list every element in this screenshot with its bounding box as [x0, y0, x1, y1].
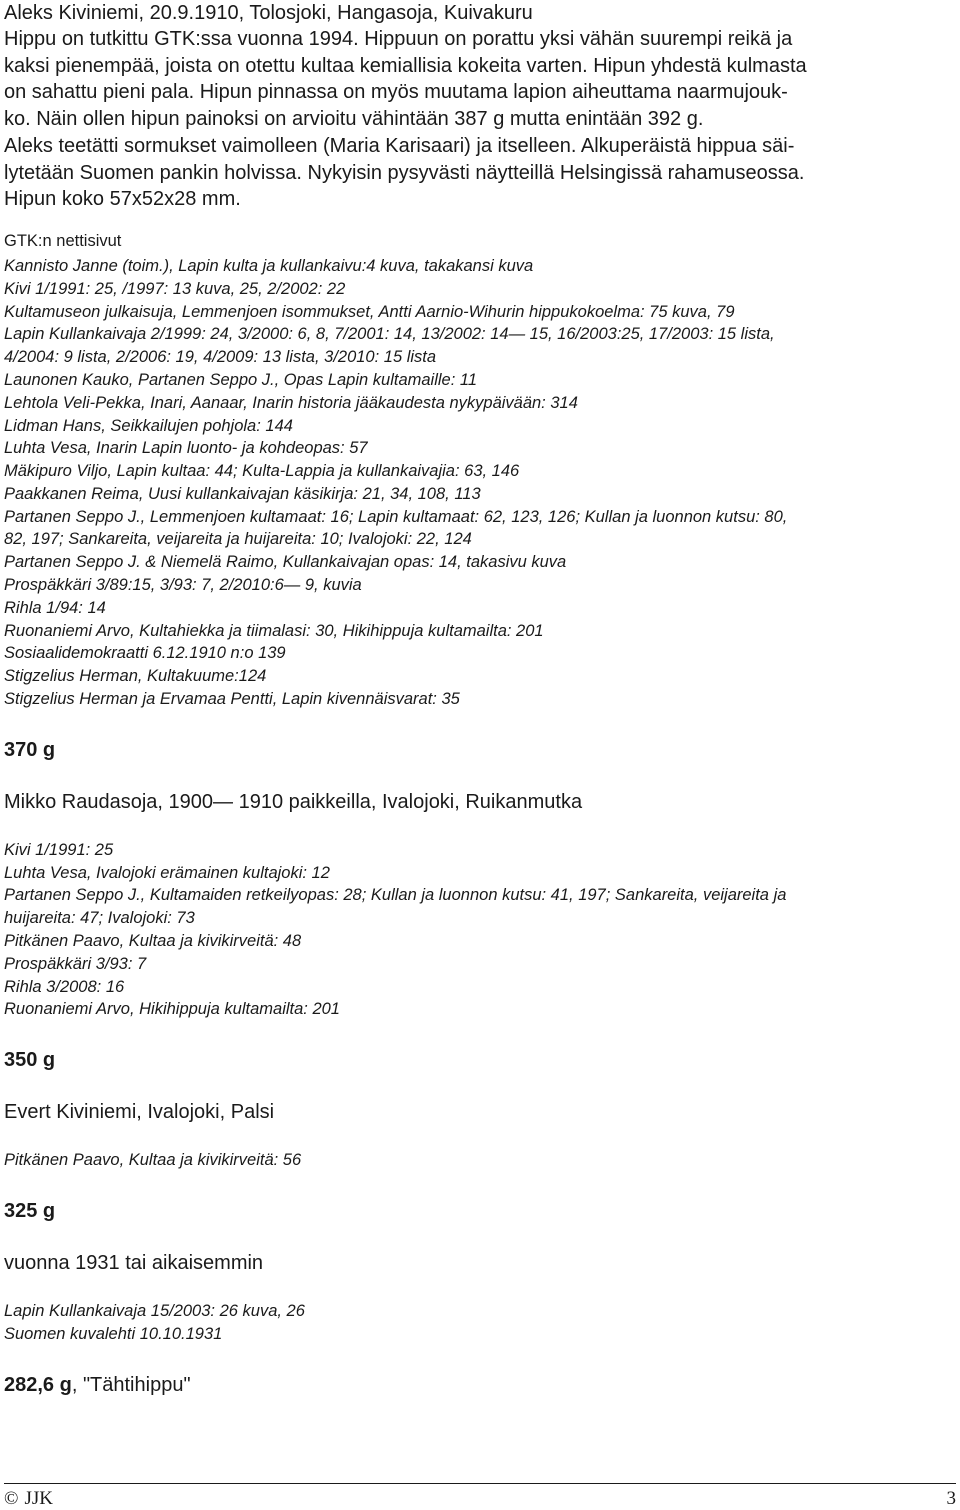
nugget-nickname: , "Tähtihippu" [71, 1373, 191, 1396]
reference-line: huijareita: 47; Ivalojoki: 73 [4, 909, 195, 928]
nugget-entry [4, 1372, 956, 1398]
reference-line: Lapin Kullankaivaja 2/1999: 24, 3/2000: 6, 8, 7/2001: 14, 13/2002: 14— 15, 16/2003:25, 17/2003: 15 lista, [4, 325, 775, 344]
reference-line: Prospäkkäri 3/93: 7 [4, 954, 147, 973]
nugget-finder: Evert Kiviniemi, Ivalojoki, Palsi [4, 1101, 275, 1124]
nugget-finder: vuonna 1931 tai aikaisemmin [4, 1252, 264, 1275]
nugget-entry [4, 737, 956, 1021]
weight-value: 282,6 g [4, 1373, 72, 1396]
nugget-finder: Mikko Raudasoja, 1900— 1910 paikkeilla, Ivalojoki, Ruikanmutka [4, 790, 583, 813]
reference-list [4, 839, 956, 1021]
reference-line: Paakkanen Reima, Uusi kullankaivajan käsikirja: 21, 34, 108, 113 [4, 484, 481, 503]
reference-line: 4/2004: 9 lista, 2/2006: 19, 4/2009: 13 lista, 3/2010: 15 lista [4, 348, 437, 367]
intro-line: on sahattu pieni pala. Hipun pinnassa on myös muutama lapion aiheuttama naarmujouk- [4, 81, 788, 104]
author-initials: JJK [24, 1488, 53, 1509]
intro-line: kaksi pienempää, joista on otettu kultaa kemiallisia kokeita varten. Hipun yhdestä kulmasta [4, 54, 807, 77]
reference-line: Kivi 1/1991: 25, /1997: 13 kuva, 25, 2/2002: 22 [4, 279, 346, 298]
intro-line: Hipun koko 57x52x28 mm. [4, 188, 241, 211]
reference-line: Ruonaniemi Arvo, Hikihippuja kultamailta: 201 [4, 1000, 340, 1019]
reference-line: Partanen Seppo J., Lemmenjoen kultamaat: 16; Lapin kultamaat: 62, 123, 126; Kullan ja luonnon kutsu: 80, [4, 507, 788, 526]
reference-line: Mäkipuro Viljo, Lapin kultaa: 44; Kulta-Lappia ja kullankaivajia: 63, 146 [4, 462, 520, 481]
intro-paragraph [4, 26, 956, 213]
reference-list [4, 1149, 956, 1172]
intro-line: lytetään Suomen pankin holvissa. Nykyisin pysyvästi näytteillä Helsingissä rahamuseossa. [4, 161, 805, 184]
reference-line: Suomen kuvalehti 10.10.1931 [4, 1324, 223, 1343]
weight-value: 325 g [4, 1200, 56, 1223]
reference-line: Kivi 1/1991: 25 [4, 840, 114, 859]
intro-line: ko. Näin ollen hipun painoksi on arvioitu vähintään 387 g mutta enintään 392 g. [4, 108, 704, 131]
reference-line: Ruonaniemi Arvo, Kultahiekka ja tiimalasi: 30, Hikihippuja kultamailta: 201 [4, 621, 544, 640]
reference-line: 82, 197; Sankareita, veijareita ja huijareita: 10; Ivalojoki: 22, 124 [4, 530, 472, 549]
page-number: 3 [946, 1488, 956, 1509]
reference-line: Lehtola Veli-Pekka, Inari, Aanaar, Inarin historia jääkaudesta nykypäivään: 314 [4, 393, 578, 412]
weight-value: 370 g [4, 738, 56, 761]
entry-heading-aleks: Aleks Kiviniemi, 20.9.1910, Tolosjoki, Hangasoja, Kuivakuru [4, 2, 533, 24]
reference-line: Rihla 1/94: 14 [4, 598, 106, 617]
reference-line: Luhta Vesa, Inarin Lapin luonto- ja kohdeopas: 57 [4, 439, 368, 458]
reference-list [4, 255, 956, 711]
nugget-entry [4, 1198, 956, 1346]
reference-list [4, 1300, 956, 1346]
reference-line: Prospäkkäri 3/89:15, 3/93: 7, 2/2010:6— 9, kuvia [4, 576, 362, 595]
reference-line: Stigzelius Herman, Kultakuume:124 [4, 667, 267, 686]
reference-line: Rihla 3/2008: 16 [4, 977, 125, 996]
reference-line: Pitkänen Paavo, Kultaa ja kivikirveitä: 56 [4, 1151, 302, 1170]
nugget-weight [4, 1198, 956, 1224]
nugget-weight [4, 737, 956, 763]
nugget-weight [4, 1372, 956, 1398]
reference-line: Luhta Vesa, Ivalojoki erämainen kultajoki: 12 [4, 863, 330, 882]
reference-line: Pitkänen Paavo, Kultaa ja kivikirveitä: 48 [4, 932, 302, 951]
reference-line: Kannisto Janne (toim.), Lapin kulta ja kullankaivu:4 kuva, takakansi kuva [4, 256, 534, 275]
reference-line: Lapin Kullankaivaja 15/2003: 26 kuva, 26 [4, 1302, 305, 1321]
nugget-weight [4, 1047, 956, 1073]
footer-author [4, 1488, 53, 1510]
reference-line: Lidman Hans, Seikkailujen pohjola: 144 [4, 416, 293, 435]
reference-line: Sosiaalidemokraatti 6.12.1910 n:o 139 [4, 644, 286, 663]
reference-line: Partanen Seppo J., Kultamaiden retkeilyopas: 28; Kullan ja luonnon kutsu: 41, 197; Sankareita, veijareita ja [4, 886, 787, 905]
nugget-entry [4, 1047, 956, 1172]
reference-line: Stigzelius Herman ja Ervamaa Pentti, Lapin kivennäisvarat: 35 [4, 690, 460, 709]
gtk-website-link[interactable]: GTK:n nettisivut [4, 231, 122, 250]
footer-divider [4, 1483, 956, 1484]
intro-line: Hippu on tutkittu GTK:ssa vuonna 1994. Hippuun on porattu yksi vähän suurempi reikä ja [4, 28, 793, 50]
document-page [4, 0, 956, 1398]
copyright-icon: © [4, 1488, 19, 1509]
reference-line: Kultamuseon julkaisuja, Lemmenjoen isommukset, Antti Aarnio-Wihurin hippukokoelma: 75 kuva, 79 [4, 302, 735, 321]
reference-line: Launonen Kauko, Partanen Seppo J., Opas Lapin kultamaille: 11 [4, 370, 478, 389]
weight-value: 350 g [4, 1049, 56, 1072]
reference-line: Partanen Seppo J. & Niemelä Raimo, Kullankaivajan opas: 14, takasivu kuva [4, 553, 567, 572]
intro-line: Aleks teetätti sormukset vaimolleen (Maria Karisaari) ja itselleen. Alkuperäistä hippua säi- [4, 134, 795, 157]
